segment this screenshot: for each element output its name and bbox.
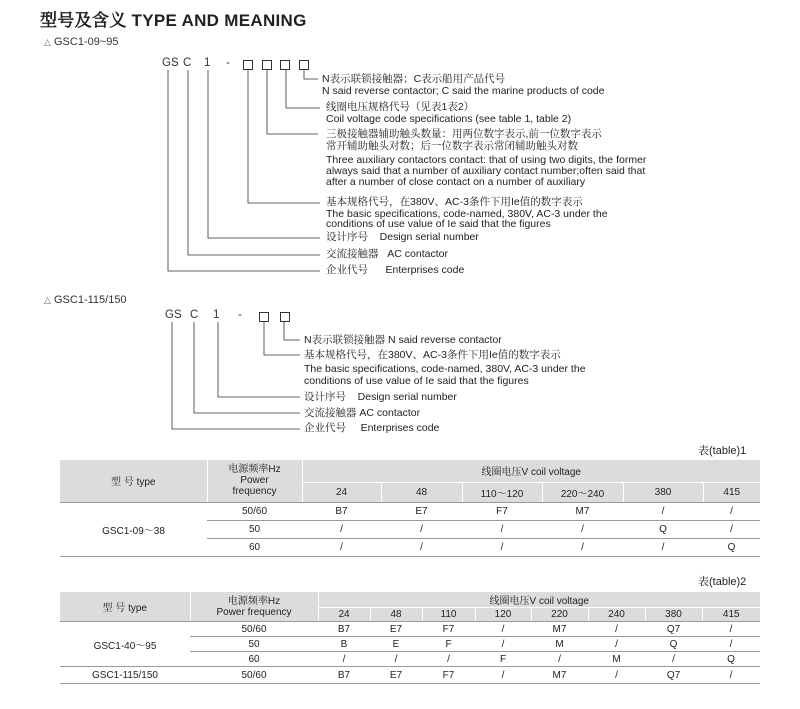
- s1-code-1: 1: [204, 57, 211, 69]
- t2-cell: E7: [370, 622, 422, 637]
- t2-cell: F7: [422, 622, 475, 637]
- t2-cell: Q7: [645, 667, 702, 684]
- s1-ent-cn: 企业代号: [326, 264, 368, 276]
- table2: [60, 592, 760, 684]
- t1-v-380: 380: [623, 482, 703, 502]
- t1-v-110: 110～120: [462, 482, 542, 502]
- s2-ent-en: Enterprises code: [360, 422, 440, 434]
- t2-cell: /: [318, 652, 370, 667]
- s2-label-spec-en1: The basic specifications, code-named, 380V, AC-3 under the: [304, 363, 586, 375]
- s1-label-spec-en2: conditions of use value of Ie said that the figures: [326, 218, 551, 230]
- t2-cell: F7: [422, 667, 475, 684]
- page-title: 型号及含义 TYPE AND MEANING: [40, 11, 307, 30]
- t1-v-24: 24: [302, 482, 381, 502]
- s1-label-n-en: N said reverse contactor; C said the marine products of code: [322, 85, 605, 97]
- t1-cell: /: [381, 538, 462, 556]
- s1-label-aux-en3: after a number of close contact on a number of auxiliary: [326, 176, 586, 188]
- t2-cell: 60: [190, 652, 318, 667]
- t2-cell: /: [475, 637, 531, 652]
- s1-label-coil-en: Coil voltage code specifications (see table 1, table 2): [326, 113, 572, 125]
- t1-cell: /: [381, 520, 462, 538]
- t1-cell: /: [302, 520, 381, 538]
- t1-cell: 50: [207, 520, 302, 538]
- triangle-icon: △: [44, 37, 51, 47]
- t1-v-220: 220～240: [542, 482, 623, 502]
- s1-label-aux-cn1: 三极接触器辅助触头数量：用两位数字表示,前一位数字表示: [326, 128, 602, 140]
- t1-freq-en2: frequency: [232, 486, 277, 498]
- triangle-icon: △: [44, 295, 51, 305]
- s2-code-c: C: [190, 309, 199, 321]
- t2-v-48: 48: [370, 608, 422, 622]
- s2-serial-cn: 设计序号: [304, 391, 346, 403]
- s1-ac-cn: 交流接触器: [326, 248, 379, 260]
- t1-cell: Q: [623, 520, 703, 538]
- t2-cell: Q7: [645, 622, 702, 637]
- t2-model-a: GSC1-40～95: [60, 622, 190, 667]
- t2-cell: B: [318, 637, 370, 652]
- table-row: [60, 622, 760, 637]
- s2-code-1: 1: [213, 309, 220, 321]
- s1-ent-en: Enterprises code: [385, 264, 465, 276]
- t2-header-coil: 线圈电压V coil voltage: [318, 592, 760, 608]
- s1-label-aux-en1: Three auxiliary contactors contact: that of using two digits, the former: [326, 154, 647, 166]
- t2-cell: /: [475, 667, 531, 684]
- t2-freq-cn: 电源频率Hz: [227, 595, 281, 607]
- table1-caption: 表(table)1: [698, 445, 747, 457]
- t2-cell: M: [531, 637, 588, 652]
- s2-ac-cn: 交流接触器: [304, 407, 357, 419]
- t2-cell: M: [588, 652, 645, 667]
- t2-v-24: 24: [318, 608, 370, 622]
- t1-cell: B7: [302, 502, 381, 520]
- t1-cell: E7: [381, 502, 462, 520]
- t2-freq-en: Power frequency: [216, 606, 292, 618]
- t1-cell: Q: [703, 538, 760, 556]
- t2-v-415: 415: [702, 608, 760, 622]
- t2-cell: /: [645, 652, 702, 667]
- t1-cell: /: [462, 520, 542, 538]
- s2-code-gs: GS: [165, 309, 182, 321]
- s1-code-dash: -: [226, 57, 230, 69]
- t1-cell: 50/60: [207, 502, 302, 520]
- t2-cell: E7: [370, 667, 422, 684]
- t1-cell: /: [623, 538, 703, 556]
- t2-cell: 50/60: [190, 622, 318, 637]
- t2-cell: M7: [531, 667, 588, 684]
- t2-cell: M7: [531, 622, 588, 637]
- t2-v-220: 220: [531, 608, 588, 622]
- s1-ac-en: AC contactor: [387, 248, 448, 260]
- s2-label-spec-en2: conditions of use value of Ie said that the figures: [304, 375, 529, 387]
- table2-caption: 表(table)2: [698, 576, 747, 588]
- t1-cell: /: [302, 538, 381, 556]
- t2-header-type: 型 号 type: [60, 592, 190, 622]
- t2-cell: /: [588, 667, 645, 684]
- t2-cell: 50/60: [190, 667, 318, 684]
- s2-ac-en: AC contactor: [359, 407, 421, 419]
- t1-cell: /: [542, 538, 623, 556]
- s2-ent-cn: 企业代号: [304, 422, 346, 434]
- t2-header-freq: [190, 592, 318, 622]
- t1-cell: /: [703, 520, 760, 538]
- s2-label-ac: [304, 408, 420, 420]
- t2-v-110: 110: [422, 608, 475, 622]
- t2-cell: /: [588, 622, 645, 637]
- t2-cell: /: [475, 622, 531, 637]
- t2-cell: Q: [702, 652, 760, 667]
- t1-freq-en1: Power: [240, 475, 269, 487]
- t2-cell: B7: [318, 622, 370, 637]
- t1-cell: /: [462, 538, 542, 556]
- t2-model-b: GSC1-115/150: [60, 667, 190, 684]
- t2-v-240: 240: [588, 608, 645, 622]
- t1-cell: /: [703, 502, 760, 520]
- s1-serial-en: Design serial number: [379, 231, 479, 243]
- t2-v-120: 120: [475, 608, 531, 622]
- table-row: [60, 502, 760, 520]
- t2-v-380: 380: [645, 608, 702, 622]
- table-row: [60, 667, 760, 684]
- t1-model: GSC1-09～38: [60, 502, 207, 556]
- t2-cell: 50: [190, 637, 318, 652]
- t1-v-48: 48: [381, 482, 462, 502]
- table1: [60, 460, 760, 557]
- t2-cell: /: [588, 637, 645, 652]
- s2-code-dash: -: [238, 309, 242, 321]
- section2-model: GSC1-115/150: [53, 294, 127, 306]
- s1-label-coil-cn: 线圈电压规格代号（见表1表2）: [326, 101, 475, 113]
- t1-header-type: 型 号 type: [60, 460, 207, 502]
- section1-model: GSC1-09~95: [53, 36, 119, 48]
- t2-cell: /: [702, 637, 760, 652]
- t1-cell: M7: [542, 502, 623, 520]
- t2-cell: F: [475, 652, 531, 667]
- s2-label-serial: [304, 392, 457, 404]
- t2-cell: /: [702, 622, 760, 637]
- t2-cell: /: [531, 652, 588, 667]
- t1-header-freq: [207, 460, 302, 502]
- s1-label-aux-en2: always said that a number of auxiliary contact number;often said that: [326, 165, 646, 177]
- s1-label-n-cn: N表示联锁接触器；C表示船用产品代号: [322, 73, 506, 85]
- t1-header-coil: 线圈电压V coil voltage: [302, 460, 760, 482]
- s2-label-ent: [304, 423, 439, 435]
- t2-cell: E: [370, 637, 422, 652]
- t1-cell: 60: [207, 538, 302, 556]
- t2-cell: B7: [318, 667, 370, 684]
- s1-serial-cn: 设计序号: [326, 231, 368, 243]
- s1-code-gs: GS: [162, 57, 179, 69]
- t2-cell: F: [422, 637, 475, 652]
- s1-label-aux-cn2: 常开辅助触头对数；后一位数字表示常闭辅助触头对数: [326, 140, 578, 152]
- s2-serial-en: Design serial number: [357, 391, 457, 403]
- t2-cell: Q: [645, 637, 702, 652]
- s2-label-n: N表示联锁接触器 N said reverse contactor: [304, 334, 502, 346]
- t1-cell: F7: [462, 502, 542, 520]
- t2-cell: /: [702, 667, 760, 684]
- s2-label-spec-cn: 基本规格代号，在380V、AC-3条件下用Ie值的数字表示: [304, 349, 561, 361]
- t2-cell: /: [370, 652, 422, 667]
- t2-cell: /: [422, 652, 475, 667]
- s1-label-spec-en1: The basic specifications, code-named, 380V, AC-3 under the: [326, 208, 608, 220]
- t1-v-415: 415: [703, 482, 760, 502]
- s1-code-c: C: [183, 57, 192, 69]
- s1-label-spec-cn: 基本规格代号，在380V、AC-3条件下用Ie值的数字表示: [326, 196, 583, 208]
- t1-cell: /: [542, 520, 623, 538]
- t1-cell: /: [623, 502, 703, 520]
- t1-freq-cn: 电源频率Hz: [228, 464, 281, 476]
